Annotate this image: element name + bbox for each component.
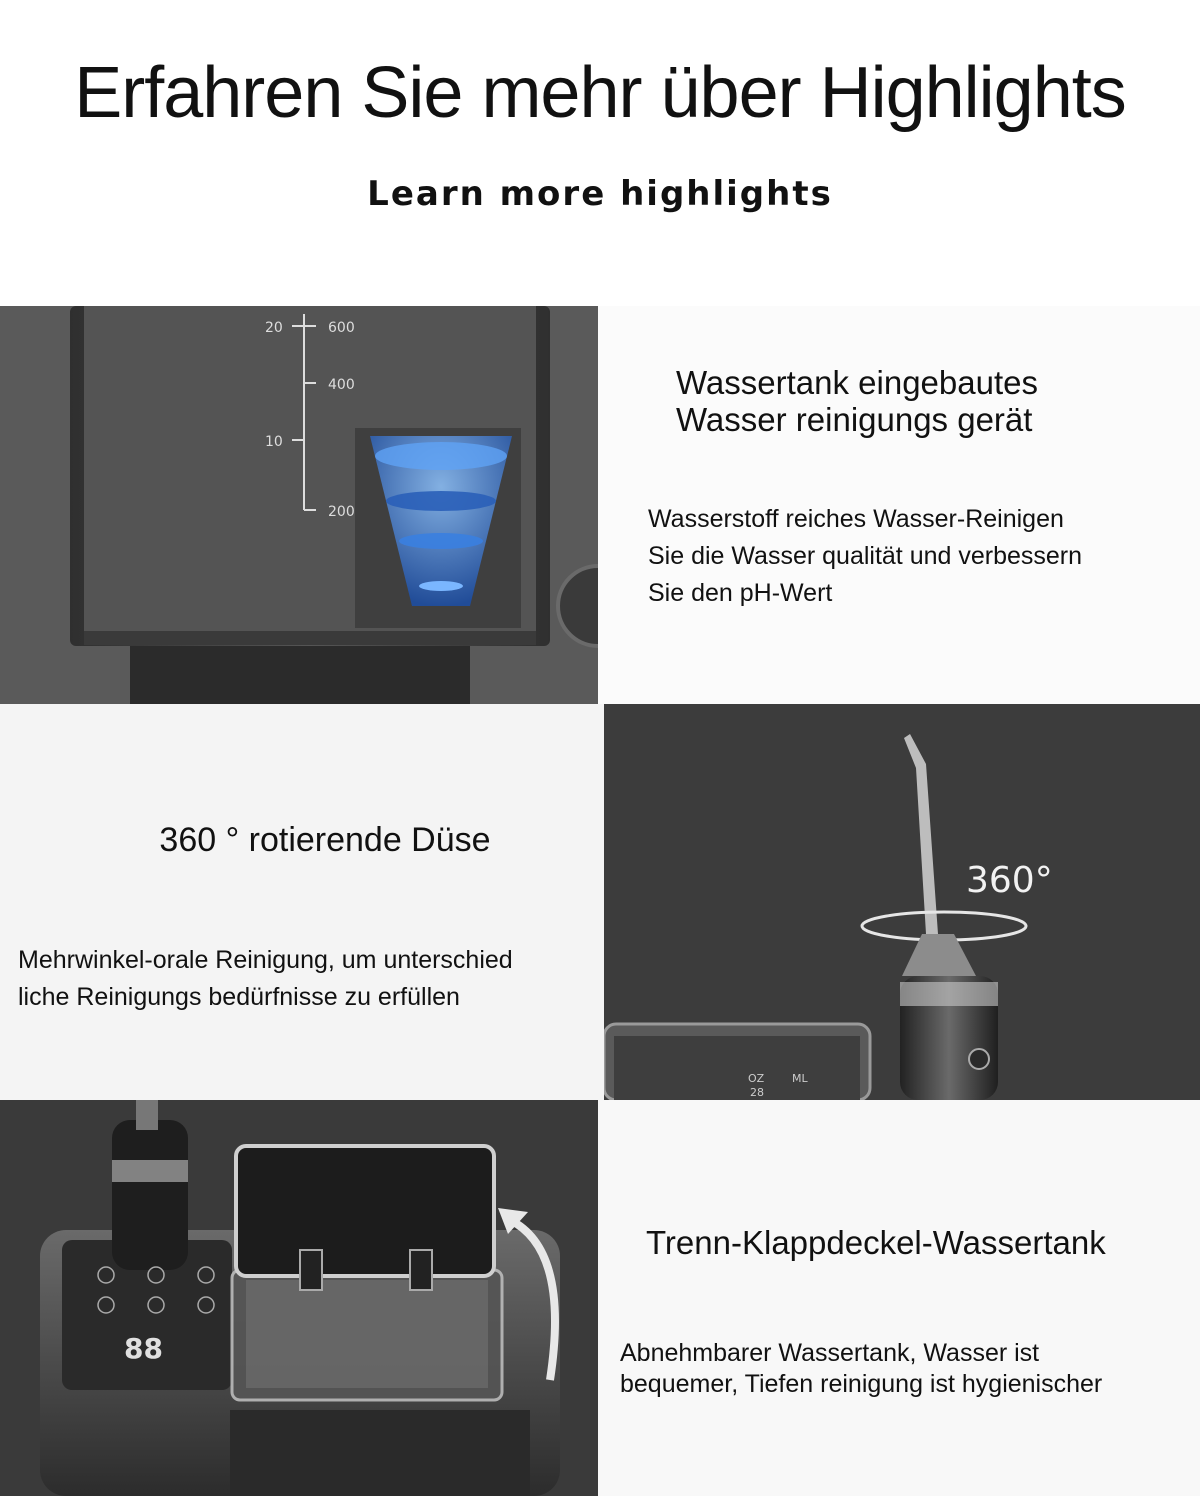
nozzle-illustration (604, 704, 1200, 1100)
feature-title-line: Wasser reinigungs gerät (676, 401, 1033, 438)
page-title: Erfahren Sie mehr über Highlights (74, 53, 1126, 133)
scale-mark-right-400: 400 (328, 377, 355, 393)
feature-desc-line: liche Reinigungs bedürfnisse zu erfüllen (18, 983, 460, 1011)
feature-title: 360 ° rotierende Düse (159, 821, 491, 859)
power-button-icon (969, 1049, 989, 1069)
feature-flip-lid-tank (598, 1100, 1200, 1496)
feature-desc-line: Sie den pH-Wert (648, 579, 833, 607)
water-tank-illustration (0, 306, 598, 704)
scale-mark-left-20: 20 (265, 320, 283, 336)
feature-title (676, 364, 1176, 438)
filter-cartridge-icon (355, 428, 521, 628)
feature-desc-line: Sie die Wasser qualität und verbessern (648, 542, 1083, 570)
digital-display: 88 (124, 1332, 163, 1365)
feature-description (620, 1338, 1190, 1400)
feature-desc-line: Abnehmbarer Wassertank, Wasser ist (620, 1339, 1040, 1367)
feature-description (648, 501, 1188, 612)
rotation-label: 360° (966, 860, 1053, 901)
page-header (0, 0, 1200, 306)
feature-title-line: Wassertank eingebautes (676, 364, 1038, 401)
scale-mark-left-10: 10 (265, 434, 283, 450)
scale-mark-right-600: 600 (328, 320, 355, 336)
page-subtitle: Learn more highlights (367, 174, 833, 214)
tank-mark-oz: OZ (748, 1072, 765, 1085)
feature-description (18, 942, 598, 1016)
tank-mark-28: 28 (750, 1086, 764, 1099)
scale-mark-right-200: 200 (328, 504, 355, 520)
feature-desc-line: Wasserstoff reiches Wasser-Reinigen (648, 505, 1064, 533)
flip-lid-tank-image (0, 1100, 598, 1496)
flip-lid-illustration (0, 1100, 598, 1496)
tank-mark-ml: ML (792, 1072, 808, 1085)
feature-rotating-nozzle (0, 704, 604, 1100)
feature-title: Trenn-Klappdeckel-Wassertank (646, 1224, 1106, 1261)
nozzle-image (604, 704, 1200, 1100)
feature-desc-line: Mehrwinkel-orale Reinigung, um unterschied (18, 946, 513, 974)
feature-desc-line: bequemer, Tiefen reinigung ist hygienischer (620, 1370, 1103, 1398)
feature-water-tank (598, 306, 1200, 704)
water-tank-image (0, 306, 598, 704)
